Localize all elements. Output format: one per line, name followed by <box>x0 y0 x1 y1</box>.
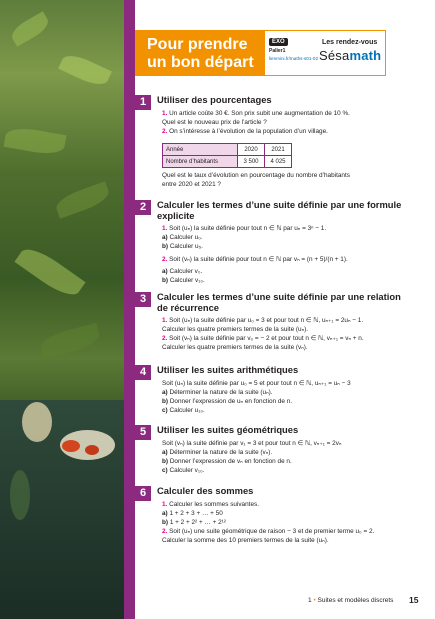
text-line: Quel est le taux d’évolution en pourcentage du nombre d’habitants <box>162 172 350 179</box>
text-line: Soit (vₙ) la suite définie par v₁ = 3 et pour tout n ∈ ℕ, vₙ₊₁ = 2vₙ <box>162 439 342 447</box>
text-line: Calculer la somme des 10 premiers termes de la suite (uₙ). <box>162 536 329 544</box>
section-title: Utiliser les suites arithmétiques <box>157 364 299 375</box>
text-line: a) Déterminer la nature de la suite (vₙ). <box>162 448 273 456</box>
section-title: Calculer des sommes <box>157 485 254 496</box>
item-marker: a) <box>162 388 170 396</box>
text-line: Soit (uₙ) la suite définie par u₀ = 5 et pour tout n ∈ ℕ, uₙ₊₁ = uₙ − 3 <box>162 379 351 387</box>
text-line: Calculer les quatre premiers termes de la suite (uₙ). <box>162 326 309 333</box>
item-marker: a) <box>162 509 170 517</box>
chapter-number: 1 <box>308 597 312 604</box>
item-marker: b) <box>162 277 170 284</box>
text-line: 2. Soit (vₙ) la suite définie par v₀ = − 2 et pour tout n ∈ ℕ, vₙ₊₁ = vₙ + n. <box>162 335 364 342</box>
table-cell: 4 025 <box>265 156 292 168</box>
population-table <box>162 143 292 168</box>
item-marker: 1. <box>162 317 170 324</box>
table-header-cell: Année <box>163 144 238 156</box>
exo-badge[interactable] <box>269 38 288 46</box>
section-2 <box>139 199 425 285</box>
online-link[interactable]: lienmini.fr/maths-s01-02 <box>269 56 319 61</box>
table-cell: 3 500 <box>238 156 265 168</box>
section-1 <box>139 94 425 136</box>
item-marker: b) <box>162 457 170 465</box>
section-1-question <box>145 171 425 189</box>
palier-label: Palier1 <box>269 48 286 54</box>
exo-label: EXO <box>272 39 285 45</box>
section-6 <box>139 485 425 545</box>
section-number: 1 <box>135 95 151 110</box>
sesamath-logo-part-a: Sésa <box>319 48 350 63</box>
section-title: Utiliser les suites géométriques <box>157 424 299 435</box>
page-footer <box>308 597 393 604</box>
text-line: 1. Soit (uₙ) la suite définie pour tout n ∈ ℕ par uₙ = 3ⁿ − 1. <box>162 225 327 232</box>
section-3 <box>139 291 425 352</box>
cover-photo-garden <box>0 0 124 619</box>
item-marker: 2. <box>162 256 170 263</box>
item-marker: 2. <box>162 127 170 135</box>
text-line: Calculer les quatre premiers termes de la suite (vₙ). <box>162 344 308 351</box>
text-line: Quel est le nouveau prix de l’article ? <box>162 118 267 126</box>
item-marker: b) <box>162 243 170 250</box>
item-marker: a) <box>162 448 170 456</box>
text-line: 2. Soit (vₙ) la suite définie pour tout n ∈ ℕ par vₙ = (n + 5)/(n + 1). <box>162 256 348 263</box>
item-marker: 2. <box>162 335 170 342</box>
page-number: 15 <box>409 595 419 605</box>
section-number: 3 <box>135 292 151 307</box>
item-marker: a) <box>162 234 170 241</box>
item-marker: 1. <box>162 225 170 232</box>
text-line: a) Déterminer la nature de la suite (uₙ). <box>162 388 273 396</box>
item-marker: c) <box>162 406 170 414</box>
footer-separator: • <box>313 597 316 604</box>
text-line: a) Calculer v₀. <box>162 268 203 275</box>
rendezvous-label: Les rendez-vous <box>322 39 378 46</box>
text-line: entre 2020 et 2021 ? <box>162 181 221 188</box>
item-marker: 2. <box>162 527 170 535</box>
item-marker: b) <box>162 397 170 405</box>
chapter-label: Suites et modèles discrets <box>317 597 394 604</box>
text-line: a) 1 + 2 + 3 + … + 50 <box>162 509 223 517</box>
text-line: b) Donner l’expression de uₙ en fonction de n. <box>162 397 293 405</box>
text-line: b) Donner l’expression de vₙ en fonction de n. <box>162 457 292 465</box>
section-number: 5 <box>135 425 151 440</box>
text-line: 1. Calculer les sommes suivantes. <box>162 500 259 508</box>
section-number: 2 <box>135 200 151 215</box>
text-line: 2. On s’intéresse à l’évolution de la population d’un village. <box>162 127 328 135</box>
text-line: 2. Soit (uₙ) une suite géométrique de raison − 3 et de premier terme u₀ = 2. <box>162 527 375 535</box>
text-line: c) Calculer u₁₀. <box>162 406 205 414</box>
section-title: Calculer les termes d’une suite définie par une relation de récurrence <box>157 291 401 313</box>
section-5 <box>139 424 425 475</box>
item-marker: a) <box>162 268 170 275</box>
table-row <box>163 144 292 156</box>
item-marker: c) <box>162 466 170 474</box>
text-line: b) Calculer v₁₀. <box>162 277 205 284</box>
item-marker: b) <box>162 518 170 526</box>
section-number: 6 <box>135 486 151 501</box>
table-cell: 2021 <box>265 144 292 156</box>
sesamath-logo-part-b: math <box>349 48 382 63</box>
item-marker: 1. <box>162 500 170 508</box>
section-4 <box>139 364 425 415</box>
table-header-cell: Nombre d’habitants <box>163 156 238 168</box>
section-title: Calculer les termes d’une suite définie par une formule explicite <box>157 199 402 221</box>
section-number: 4 <box>135 365 151 380</box>
table-row <box>163 156 292 168</box>
table-cell: 2020 <box>238 144 265 156</box>
item-marker: 1. <box>162 109 170 117</box>
text-line: b) Calculer u₅. <box>162 243 203 250</box>
sesamath-logo <box>319 48 381 63</box>
section-title: Utiliser des pourcentages <box>157 94 272 105</box>
text-line: 1. Un article coûte 30 €. Son prix subit une augmentation de 10 %. <box>162 109 350 117</box>
text-line: c) Calculer v₁₀. <box>162 466 205 474</box>
text-line: b) 1 + 2 + 2² + … + 2¹² <box>162 518 226 526</box>
page-title: Pour prendre un bon départ <box>147 36 254 71</box>
text-line: 1. Soit (uₙ) la suite définie par u₀ = 3 et pour tout n ∈ ℕ, uₙ₊₁ = 2uₙ − 1. <box>162 317 364 324</box>
text-line: a) Calculer u₀. <box>162 234 203 241</box>
chapter-color-band <box>124 0 135 619</box>
